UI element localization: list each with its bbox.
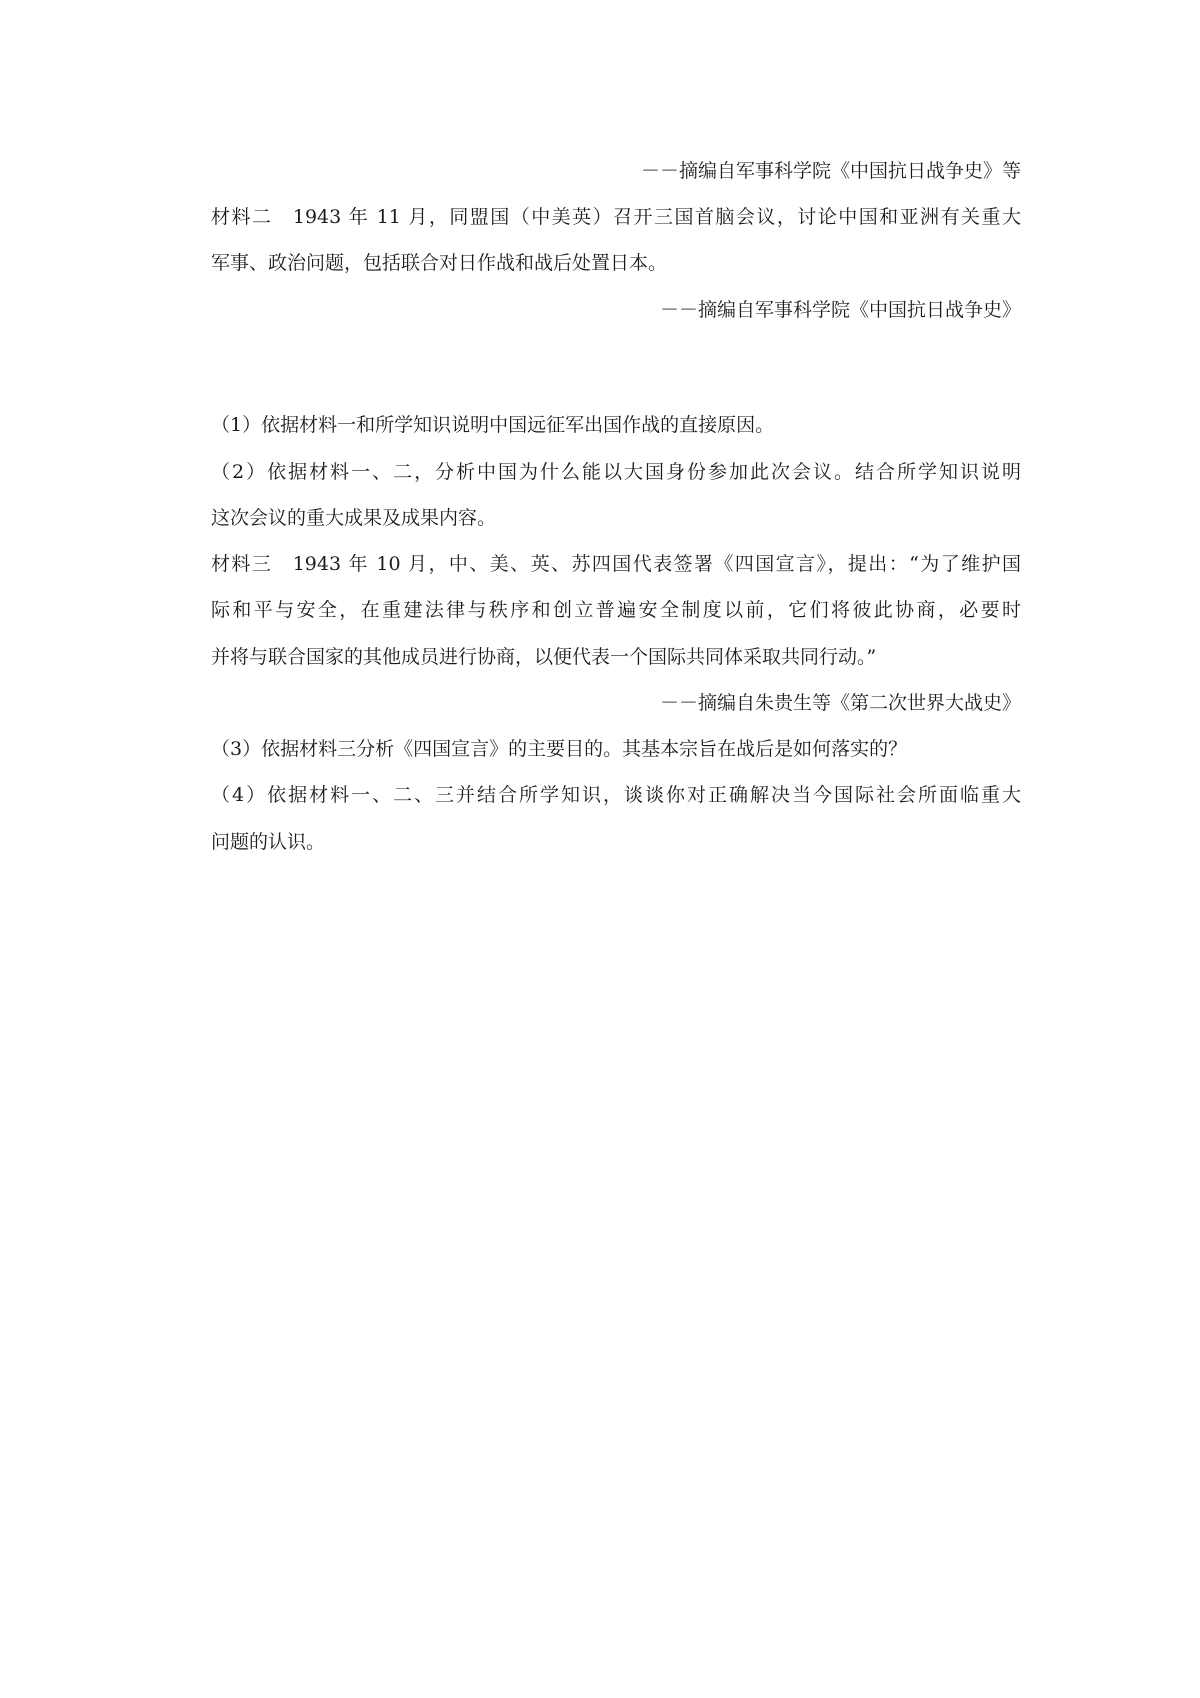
material-2-source: －－摘编自军事科学院《中国抗日战争史》 (659, 299, 1021, 321)
material-1-source: －－摘编自军事科学院《中国抗日战争史》等 (640, 160, 1021, 182)
question-2-line-2: 这次会议的重大成果及成果内容。 (211, 507, 497, 529)
material-3-line-1: 材料三 1943 年 10 月，中、美、英、苏四国代表签署《四国宣言》，提出：“为了维护国 (211, 553, 1021, 575)
question-1: （1）依据材料一和所学知识说明中国远征军出国作战的直接原因。 (211, 414, 775, 436)
question-4-line-2: 问题的认识。 (211, 831, 326, 853)
material-2-line-2: 军事、政治问题，包括联合对日作战和战后处置日本。 (211, 252, 668, 274)
material-2-line-1: 材料二 1943 年 11 月，同盟国（中美英）召开三国首脑会议，讨论中国和亚洲有关重大 (211, 206, 1021, 228)
material-3-line-2: 际和平与安全，在重建法律与秩序和创立普遍安全制度以前，它们将彼此协商，必要时 (211, 599, 1021, 621)
material-3-source: －－摘编自朱贵生等《第二次世界大战史》 (659, 692, 1021, 714)
material-3-line-3: 并将与联合国家的其他成员进行协商，以便代表一个国际共同体采取共同行动。” (211, 646, 877, 668)
question-2-line-1: （2）依据材料一、二，分析中国为什么能以大国身份参加此次会议。结合所学知识说明 (211, 461, 1021, 483)
question-3: （3）依据材料三分析《四国宣言》的主要目的。其基本宗旨在战后是如何落实的？ (211, 738, 908, 760)
question-4-line-1: （4）依据材料一、二、三并结合所学知识，谈谈你对正确解决当今国际社会所面临重大 (211, 784, 1021, 806)
